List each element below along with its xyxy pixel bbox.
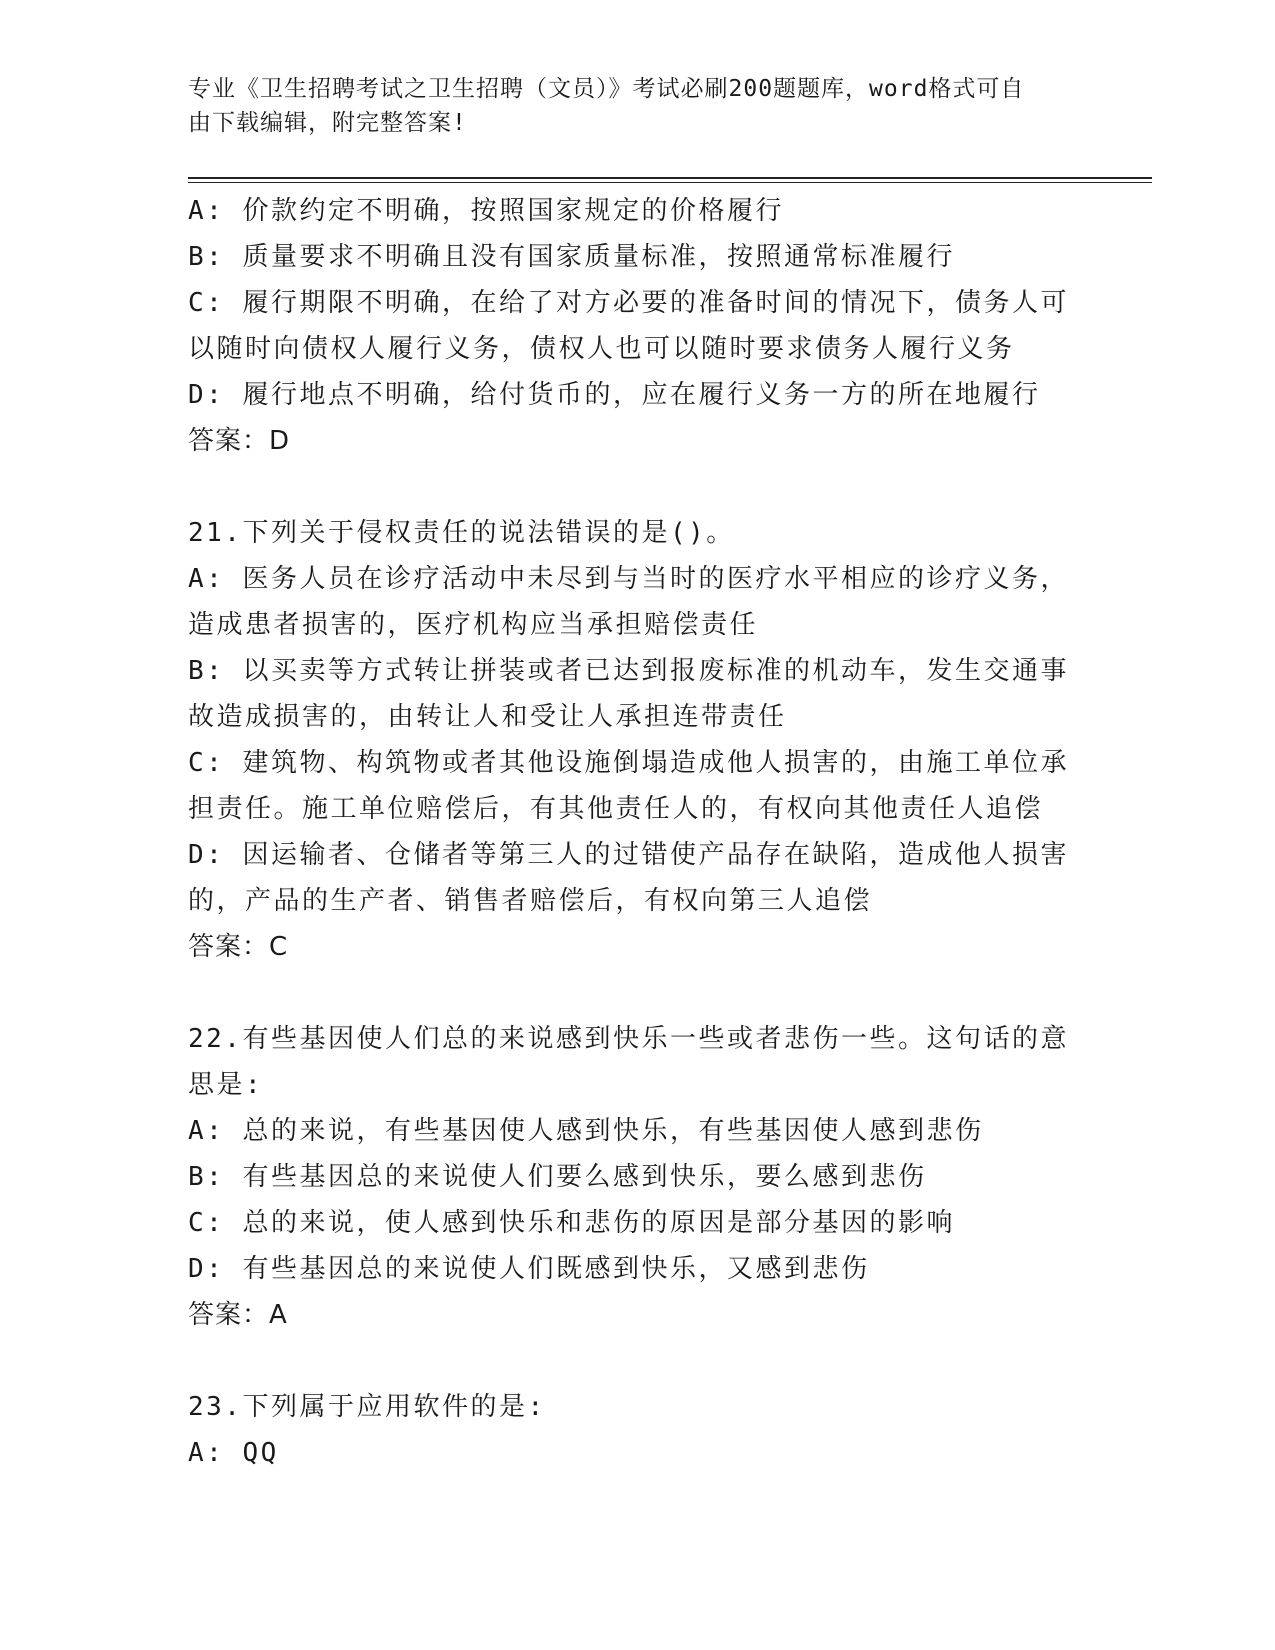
q22-option-c: C: 总的来说，使人感到快乐和悲伤的原因是部分基因的影响 [188, 1208, 955, 1238]
header-divider-thin [188, 182, 1152, 183]
header-line-1: 专业《卫生招聘考试之卫生招聘（文员）》考试必刷200题题库，word格式可自 [188, 76, 1025, 102]
q21-answer: 答案：C [188, 932, 289, 962]
header-divider-thick [188, 177, 1152, 179]
header-line-2: 由下载编辑，附完整答案! [188, 110, 467, 136]
q22-option-d: D: 有些基因总的来说使人们既感到快乐，又感到悲伤 [188, 1254, 870, 1284]
q23-question: 23.下列属于应用软件的是: [188, 1392, 546, 1422]
q22-option-b: B: 有些基因总的来说使人们要么感到快乐，要么感到悲伤 [188, 1162, 927, 1192]
q20-option-c-line-2: 以随时向债权人履行义务，债权人也可以随时要求债务人履行义务 [188, 334, 1015, 364]
q20-option-a: A: 价款约定不明确，按照国家规定的价格履行 [188, 196, 784, 226]
q21-option-d-line-2: 的，产品的生产者、销售者赔偿后，有权向第三人追偿 [188, 886, 873, 916]
q21-option-a-line-1: A: 医务人员在诊疗活动中未尽到与当时的医疗水平相应的诊疗义务， [188, 564, 1069, 594]
q21-option-c-line-1: C: 建筑物、构筑物或者其他设施倒塌造成他人损害的，由施工单位承 [188, 748, 1069, 778]
document-body [188, 188, 1088, 1476]
q23-option-a: A: QQ [188, 1438, 279, 1468]
q21-option-b-line-2: 故造成损害的，由转让人和受让人承担连带责任 [188, 702, 787, 732]
q22-option-a: A: 总的来说，有些基因使人感到快乐，有些基因使人感到悲伤 [188, 1116, 984, 1146]
q22-answer: 答案：A [188, 1300, 288, 1330]
document-header [188, 72, 1068, 140]
question-22-block [188, 1016, 1088, 1338]
question-23-block [188, 1384, 1088, 1476]
spacer [188, 970, 1088, 1016]
q20-option-c-line-1: C: 履行期限不明确，在给了对方必要的准备时间的情况下，债务人可 [188, 288, 1069, 318]
spacer [188, 1338, 1088, 1384]
q20-option-b: B: 质量要求不明确且没有国家质量标准，按照通常标准履行 [188, 242, 955, 272]
question-20-block [188, 188, 1088, 464]
question-21-block [188, 510, 1088, 970]
q22-question-line-1: 22.有些基因使人们总的来说感到快乐一些或者悲伤一些。这句话的意 [188, 1024, 1069, 1054]
q20-option-d: D: 履行地点不明确，给付货币的，应在履行义务一方的所在地履行 [188, 380, 1041, 410]
q21-option-b-line-1: B: 以买卖等方式转让拼装或者已达到报废标准的机动车，发生交通事 [188, 656, 1069, 686]
q22-question-line-2: 思是: [188, 1070, 264, 1100]
q21-question: 21.下列关于侵权责任的说法错误的是()。 [188, 518, 735, 548]
q21-option-d-line-1: D: 因运输者、仓储者等第三人的过错使产品存在缺陷，造成他人损害 [188, 840, 1069, 870]
spacer [188, 464, 1088, 510]
q20-answer: 答案：D [188, 426, 291, 456]
q21-option-a-line-2: 造成患者损害的，医疗机构应当承担赔偿责任 [188, 610, 759, 640]
q21-option-c-line-2: 担责任。施工单位赔偿后，有其他责任人的，有权向其他责任人追偿 [188, 794, 1044, 824]
